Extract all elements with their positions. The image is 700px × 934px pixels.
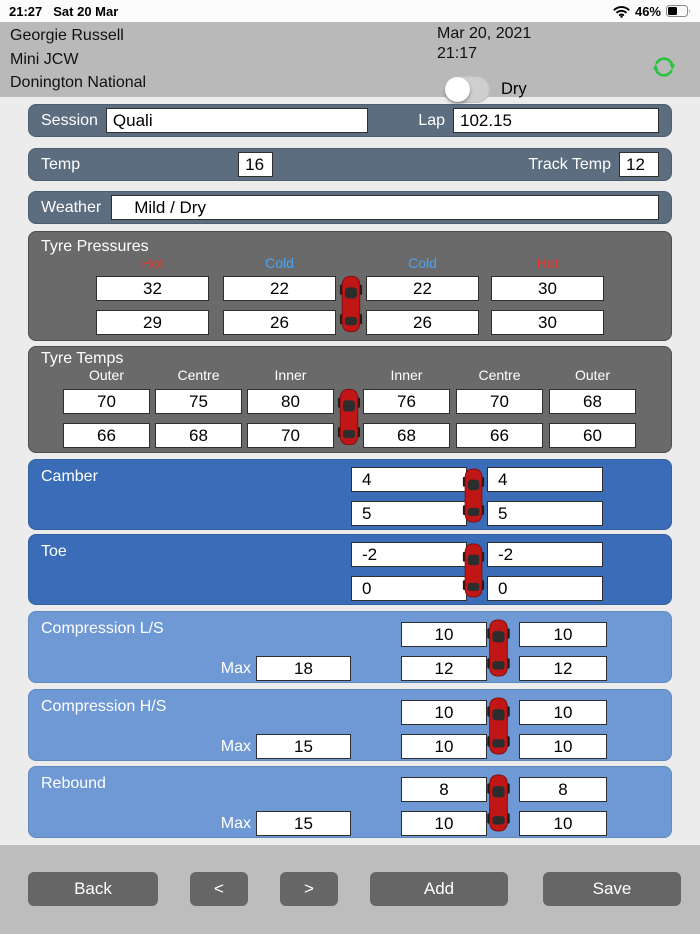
rebound-front-left[interactable] <box>401 777 487 802</box>
toe-rear-right[interactable] <box>487 576 603 601</box>
rebound-panel <box>28 766 672 838</box>
compression-ls-max-input[interactable] <box>256 656 351 681</box>
track-name: Donington National <box>10 74 147 91</box>
camber-rear-right[interactable] <box>487 501 603 526</box>
weather-label: Weather <box>41 198 102 216</box>
rebound-front-right[interactable] <box>519 777 607 802</box>
compression-hs-max-input[interactable] <box>256 734 351 759</box>
compression-ls-front-right[interactable] <box>519 622 607 647</box>
compression-ls-max-label: Max <box>220 660 251 677</box>
compression-ls-rear-right[interactable] <box>519 656 607 681</box>
rebound-max-input[interactable] <box>256 811 351 836</box>
tp-front-hot-left[interactable] <box>96 276 209 301</box>
session-label: Session <box>41 111 98 129</box>
weather-input[interactable] <box>111 195 659 220</box>
car-top-view-icon <box>486 619 511 677</box>
lap-input[interactable] <box>453 108 659 133</box>
track-temp-label: Track Temp <box>528 155 611 173</box>
car-name: Mini JCW <box>10 50 79 68</box>
track-temp-input[interactable] <box>619 152 659 177</box>
compression-ls-panel <box>28 611 672 683</box>
tt-col-centre-l: Centre <box>177 367 220 383</box>
temp-input[interactable] <box>238 152 273 177</box>
tt-col-centre-r: Centre <box>478 367 521 383</box>
toe-panel <box>28 534 672 605</box>
wifi-icon <box>613 5 630 18</box>
compression-ls-front-left[interactable] <box>401 622 487 647</box>
compression-hs-rear-right[interactable] <box>519 734 607 759</box>
lap-label: Lap <box>418 111 445 129</box>
tp-rear-hot-left[interactable] <box>96 310 209 335</box>
battery-percent: 46% <box>634 3 661 19</box>
tp-rear-hot-right[interactable] <box>491 310 604 335</box>
refresh-icon[interactable] <box>652 55 676 79</box>
car-top-view-icon <box>339 274 363 334</box>
tp-col-cold-fl: Cold <box>265 255 294 271</box>
tt-col-inner-r: Inner <box>390 367 423 383</box>
tyre-temps-title: Tyre Temps <box>41 350 124 367</box>
tt-rear-centre-r[interactable] <box>456 423 543 448</box>
car-top-view-icon <box>462 464 485 527</box>
compression-ls-rear-left[interactable] <box>401 656 487 681</box>
weather-row <box>28 191 672 224</box>
header <box>0 22 700 97</box>
tt-rear-centre-l[interactable] <box>155 423 242 448</box>
tt-col-outer-l: Outer <box>88 367 124 383</box>
tt-col-inner-l: Inner <box>274 367 307 383</box>
tp-col-hot-fl: Hot <box>141 255 164 271</box>
tt-rear-outer-r[interactable] <box>549 423 636 448</box>
compression-ls-title: Compression L/S <box>41 620 164 637</box>
tt-rear-inner-r[interactable] <box>363 423 450 448</box>
next-button[interactable]: > <box>280 872 338 906</box>
tp-rear-cold-right[interactable] <box>366 310 479 335</box>
compression-hs-panel <box>28 689 672 761</box>
tt-rear-inner-l[interactable] <box>247 423 334 448</box>
status-time: 21:27 <box>9 3 43 19</box>
tp-col-hot-fr: Hot <box>536 255 559 271</box>
temp-row <box>28 148 672 181</box>
status-bar <box>0 0 700 22</box>
tt-front-centre-r[interactable] <box>456 389 543 414</box>
camber-panel <box>28 459 672 530</box>
toggle-label: Dry <box>501 80 527 98</box>
camber-front-left[interactable] <box>351 467 467 492</box>
toggle-knob <box>445 77 470 102</box>
camber-title: Camber <box>41 468 98 485</box>
rebound-rear-right[interactable] <box>519 811 607 836</box>
tyre-pressures-panel <box>28 231 672 341</box>
compression-hs-rear-left[interactable] <box>401 734 487 759</box>
tp-rear-cold-left[interactable] <box>223 310 336 335</box>
car-top-view-icon <box>337 387 361 447</box>
tp-front-hot-right[interactable] <box>491 276 604 301</box>
battery-icon <box>666 5 691 17</box>
tp-col-cold-fr: Cold <box>408 255 437 271</box>
compression-hs-title: Compression H/S <box>41 698 167 715</box>
compression-hs-max-label: Max <box>220 738 251 755</box>
rebound-rear-left[interactable] <box>401 811 487 836</box>
status-date: Sat 20 Mar <box>53 3 119 19</box>
dry-wet-toggle[interactable] <box>444 76 490 103</box>
compression-hs-front-right[interactable] <box>519 700 607 725</box>
tt-front-inner-r[interactable] <box>363 389 450 414</box>
previous-button[interactable]: < <box>190 872 248 906</box>
tyre-pressures-title: Tyre Pressures <box>41 238 149 255</box>
session-date: Mar 20, 2021 <box>437 25 532 42</box>
session-time: 21:17 <box>437 45 478 62</box>
car-top-view-icon <box>462 539 485 602</box>
rebound-max-label: Max <box>220 815 251 832</box>
session-input[interactable] <box>106 108 368 133</box>
session-row <box>28 104 672 137</box>
camber-rear-left[interactable] <box>351 501 467 526</box>
tt-col-outer-r: Outer <box>574 367 610 383</box>
add-button[interactable]: Add <box>370 872 508 906</box>
temp-label: Temp <box>41 155 81 173</box>
toe-title: Toe <box>41 543 67 560</box>
toe-front-left[interactable] <box>351 542 467 567</box>
save-button[interactable]: Save <box>543 872 681 906</box>
camber-front-right[interactable] <box>487 467 603 492</box>
rebound-title: Rebound <box>41 775 106 792</box>
car-top-view-icon <box>486 697 511 755</box>
tt-front-outer-l[interactable] <box>63 389 150 414</box>
tt-rear-outer-l[interactable] <box>63 423 150 448</box>
tt-front-outer-r[interactable] <box>549 389 636 414</box>
compression-hs-front-left[interactable] <box>401 700 487 725</box>
footer-toolbar <box>0 845 700 934</box>
back-button[interactable]: Back <box>28 872 158 906</box>
tyre-temps-panel <box>28 346 672 453</box>
tt-front-centre-l[interactable] <box>155 389 242 414</box>
car-top-view-icon <box>486 774 511 832</box>
driver-name: Georgie Russell <box>10 27 124 44</box>
toe-front-right[interactable] <box>487 542 603 567</box>
tt-front-inner-l[interactable] <box>247 389 334 414</box>
tp-front-cold-right[interactable] <box>366 276 479 301</box>
tp-front-cold-left[interactable] <box>223 276 336 301</box>
toe-rear-left[interactable] <box>351 576 467 601</box>
